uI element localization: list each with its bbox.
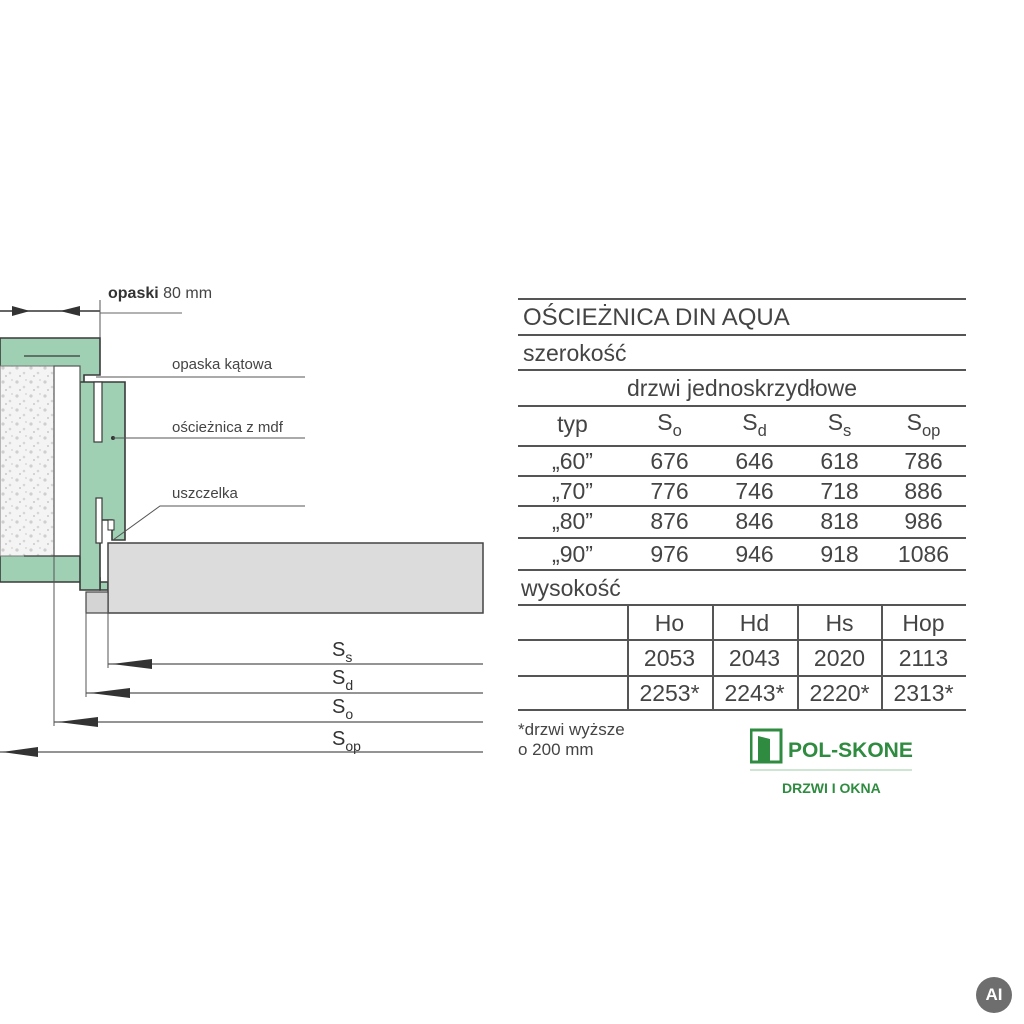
label-opaska-katowa: opaska kątowa (172, 356, 273, 373)
dimension-sop (0, 747, 483, 757)
row-value: 2313* (893, 680, 954, 706)
table-rule (518, 675, 966, 677)
row-type: „80” (552, 508, 593, 534)
pol-skone-logo (750, 728, 920, 803)
single-leaf-label: drzwi jednoskrzydłowe (626, 375, 858, 401)
row-type: „70” (552, 478, 593, 504)
frame-profile (0, 338, 125, 590)
dimension-label-ss: $S_s$ (332, 639, 353, 665)
door-leaf (86, 543, 483, 613)
table-rule (518, 709, 966, 711)
row-value: 2043 (728, 645, 781, 671)
row-value: 2020 (813, 645, 866, 671)
row-value: 846 (735, 508, 774, 534)
row-value: 918 (820, 541, 859, 567)
table-rule (518, 639, 966, 641)
header-hs: Hs (825, 610, 854, 636)
trim-width-label: opaski 80 mm (108, 285, 213, 302)
dimension-label-sd: $S_d$ (332, 667, 354, 693)
type-header: typ (557, 411, 588, 437)
table-rule (518, 505, 966, 507)
row-value: 976 (650, 541, 689, 567)
row-value: 818 (820, 508, 859, 534)
row-value: 876 (650, 508, 689, 534)
dimension-ss (108, 659, 483, 669)
row-value: 886 (904, 478, 943, 504)
row-value: 2113 (898, 645, 949, 671)
logo-name: POL-SKONE (788, 739, 913, 762)
row-type: „90” (552, 541, 593, 567)
table-rule (518, 604, 966, 606)
table-title: OŚCIEŻNICA DIN AQUA (523, 304, 790, 331)
row-value: 986 (904, 508, 943, 534)
table-rule (518, 405, 966, 407)
frame-cross-section-drawing (0, 0, 500, 800)
header-ss: $S_s$ (827, 409, 852, 440)
logo-tagline: DRZWI I OKNA (782, 780, 881, 796)
table-rule (518, 445, 966, 447)
label-oscieznica-z-mdf: ościeżnica z mdf (172, 419, 283, 436)
row-value: 2220* (809, 680, 870, 706)
row-value: 676 (650, 448, 689, 474)
row-value: 786 (904, 448, 943, 474)
dimension-label-so: $S_o$ (332, 696, 354, 722)
label-leaders (96, 377, 305, 540)
row-value: 1086 (897, 541, 950, 567)
header-sop: $S_{op}$ (906, 409, 941, 440)
dimension-so (54, 717, 483, 727)
header-ho: Ho (654, 610, 685, 636)
row-value: 2053 (643, 645, 696, 671)
row-value: 646 (735, 448, 774, 474)
dimension-label-sop: $S_{op}$ (332, 728, 361, 754)
table-rule (518, 334, 966, 336)
row-value: 2243* (724, 680, 785, 706)
row-value: 746 (735, 478, 774, 504)
header-hop: Hop (902, 610, 945, 636)
row-value: 618 (820, 448, 859, 474)
row-value: 776 (650, 478, 689, 504)
label-uszczelka: uszczelka (172, 485, 238, 502)
width-section-label: szerokość (523, 340, 627, 366)
table-rule (518, 537, 966, 539)
row-value: 718 (820, 478, 859, 504)
table-rule (518, 475, 966, 477)
footnote-line-2: o 200 mm (518, 740, 594, 759)
header-hd: Hd (739, 610, 770, 636)
trim-width-dimension (0, 300, 182, 342)
header-sd: $S_d$ (742, 409, 767, 440)
dimension-sd (86, 688, 483, 698)
logo-graphic (750, 728, 920, 798)
table-rule (518, 298, 966, 300)
row-value: 2253* (639, 680, 700, 706)
header-so: $S_o$ (657, 409, 682, 440)
ai-badge[interactable]: AI (976, 977, 1012, 1013)
row-value: 946 (735, 541, 774, 567)
row-type: „60” (552, 448, 593, 474)
table-rule (518, 569, 966, 571)
height-section-label: wysokość (521, 575, 621, 601)
table-rule (518, 369, 966, 371)
footnote-line-1: *drzwi wyższe (518, 720, 625, 739)
